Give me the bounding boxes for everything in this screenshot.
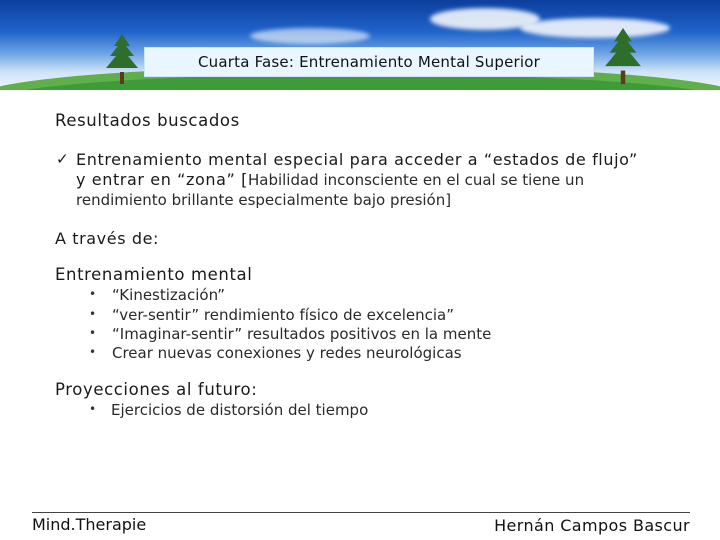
cloud-decoration (250, 28, 370, 44)
projections-heading: Proyecciones al futuro: (55, 380, 258, 399)
footer-left: Mind.Therapie (32, 515, 147, 534)
bullet-icon: • (89, 345, 97, 359)
footer-right: Hernán Campos Bascur (494, 516, 690, 535)
results-line-2 (76, 170, 584, 189)
training-item: “ver-sentir” rendimiento físico de excelencia” (112, 306, 454, 324)
bullet-icon: • (89, 402, 97, 416)
tree-icon (100, 34, 144, 84)
bullet-icon: • (89, 307, 97, 321)
training-item: Crear nuevas conexiones y redes neurológicas (112, 344, 462, 362)
bullet-icon: • (89, 326, 97, 340)
slide-title: Cuarta Fase: Entrenamiento Mental Superior (197, 53, 540, 71)
projections-item: Ejercicios de distorsión del tiempo (111, 401, 369, 419)
results-line-2-b: Habilidad inconsciente en el cual se tiene un (247, 171, 585, 189)
header-banner (0, 0, 720, 90)
results-line-1: Entrenamiento mental especial para acceder a “estados de flujo” (76, 150, 638, 169)
via-heading: A través de: (55, 229, 160, 248)
footer-rule (32, 512, 690, 513)
results-line-3: rendimiento brillante especialmente bajo presión] (76, 191, 452, 209)
results-heading: Resultados buscados (55, 111, 240, 130)
results-line-2-a: y entrar en “zona” [ (76, 170, 248, 189)
title-box (144, 47, 594, 77)
training-item: “Kinestización” (112, 286, 226, 304)
training-item: “Imaginar-sentir” resultados positivos en la mente (112, 325, 492, 343)
check-icon: ✓ (56, 150, 70, 168)
tree-icon (598, 28, 648, 84)
training-heading: Entrenamiento mental (55, 265, 253, 284)
bullet-icon: • (89, 287, 97, 301)
